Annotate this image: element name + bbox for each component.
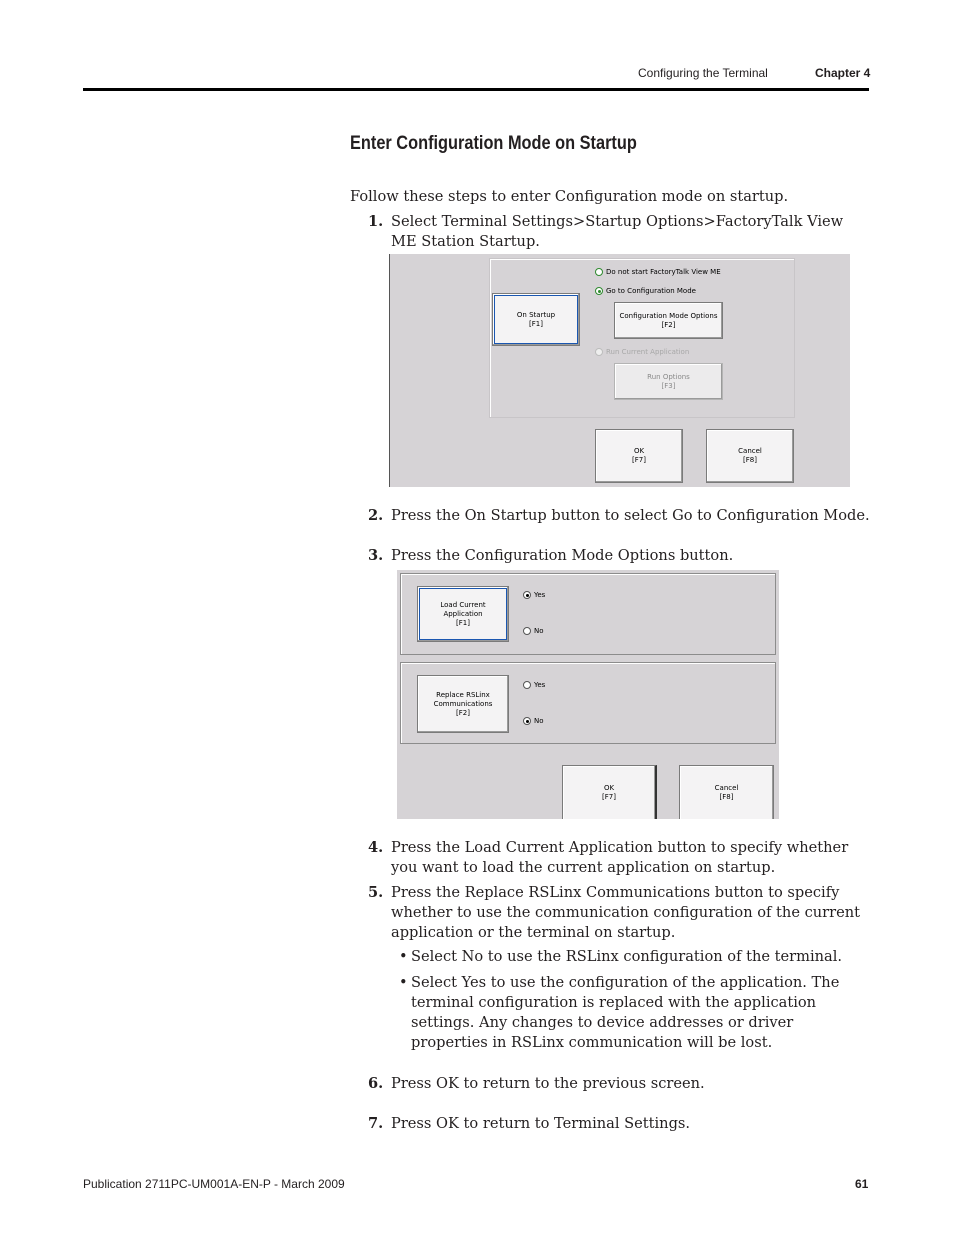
radio-label: No (534, 717, 544, 725)
step-text: Press the Replace RSLinx Communications button to specify whether to use the communication configuration of the current application or the terminal on startup. (391, 884, 861, 941)
step-6 (368, 1074, 870, 1094)
button-key: [F2] (661, 320, 676, 329)
step-text: Press the Configuration Mode Options button. (391, 547, 734, 564)
cancel-button[interactable] (679, 765, 774, 819)
step-number: 5. (368, 884, 384, 901)
button-key: [F2] (456, 708, 470, 717)
button-label: Communications (433, 699, 493, 708)
button-key: [F1] (456, 618, 470, 627)
step-text: Press OK to return to the previous screen. (391, 1075, 705, 1092)
step-number: 7. (368, 1115, 384, 1132)
radio-circle-disabled (595, 348, 603, 356)
section-heading: Enter Configuration Mode on Startup (350, 133, 637, 154)
bullet-text: Select No to use the RSLinx configuration of the terminal. (411, 948, 843, 965)
bullet-dot: • (399, 974, 408, 991)
replace-rslinx-no-radio[interactable] (523, 717, 544, 725)
button-key: [F7] (632, 456, 646, 464)
on-startup-button[interactable] (492, 293, 580, 346)
step-1 (368, 212, 870, 252)
button-label: Load Current (440, 600, 486, 609)
page-number: 61 (855, 1177, 869, 1191)
button-label: Cancel (714, 784, 739, 792)
step-3 (368, 546, 870, 566)
step-4 (368, 838, 870, 878)
bullet-item (399, 973, 871, 1053)
button-label: OK (603, 784, 615, 792)
load-app-no-radio[interactable] (523, 627, 544, 635)
radio-label: Go to Configuration Mode (606, 287, 696, 295)
step-number: 6. (368, 1075, 384, 1092)
radio-do-not-start[interactable] (595, 268, 721, 276)
step-number: 4. (368, 839, 384, 856)
radio-go-to-config-mode[interactable] (595, 287, 696, 295)
header-rule (83, 88, 869, 91)
button-label: Application (443, 609, 483, 618)
step-text: Press OK to return to Terminal Settings. (391, 1115, 691, 1132)
step-2 (368, 506, 870, 526)
step-text: Press the On Startup button to select Go to Configuration Mode. (391, 507, 870, 524)
step-number: 2. (368, 507, 384, 524)
bullet-item (399, 947, 871, 967)
configuration-mode-options-button[interactable] (614, 302, 723, 339)
radio-circle (523, 627, 531, 635)
step-number: 1. (368, 213, 384, 230)
button-key: [F1] (529, 319, 543, 328)
step-5 (368, 883, 870, 943)
button-label: OK (633, 447, 645, 455)
bullet-text: Select Yes to use the configuration of the application. The terminal configuration is replaced with the application settings. Any changes to device addresses or driver properties in RSLinx communication will be lost. (411, 974, 840, 1051)
button-label: Cancel (738, 447, 762, 455)
radio-circle (595, 268, 603, 276)
ok-button[interactable] (562, 765, 657, 819)
intro-paragraph: Follow these steps to enter Configuration mode on startup. (350, 188, 789, 205)
button-key: [F8] (743, 456, 757, 464)
button-label: On Startup (516, 310, 556, 319)
configuration-mode-options-screenshot (397, 570, 779, 819)
radio-circle-selected (523, 717, 531, 725)
radio-label: Do not start FactoryTalk View ME (606, 268, 721, 276)
radio-run-current-application (595, 348, 689, 356)
button-key: [F7] (602, 793, 616, 801)
startup-options-screenshot (389, 254, 850, 487)
ok-button[interactable] (595, 429, 683, 483)
step-number: 3. (368, 547, 384, 564)
load-app-yes-radio[interactable] (523, 591, 545, 599)
footer-publication: Publication 2711PC-UM001A-EN-P - March 2009 (83, 1177, 345, 1191)
radio-circle-selected (595, 287, 603, 295)
step-text: Select Terminal Settings>Startup Options>FactoryTalk View ME Station Startup. (391, 213, 844, 250)
bullet-dot: • (399, 948, 408, 965)
button-label: Run Options (647, 372, 690, 381)
load-current-application-button[interactable] (417, 586, 509, 642)
run-options-button (614, 363, 723, 400)
running-header-section: Configuring the Terminal (638, 66, 768, 80)
radio-label: Run Current Application (606, 348, 690, 356)
radio-label: Yes (534, 591, 546, 599)
radio-circle-selected (523, 591, 531, 599)
radio-label: No (534, 627, 544, 635)
replace-rslinx-communications-button[interactable] (417, 675, 509, 733)
button-label: Configuration Mode Options (619, 311, 718, 320)
cancel-button[interactable] (706, 429, 794, 483)
step-7 (368, 1114, 870, 1134)
running-header-chapter: Chapter 4 (815, 66, 871, 80)
step-text: Press the Load Current Application button to specify whether you want to load the current application on startup. (391, 839, 849, 876)
radio-label: Yes (534, 681, 546, 689)
button-key: [F8] (719, 793, 734, 801)
button-label: Replace RSLinx (436, 690, 490, 699)
replace-rslinx-yes-radio[interactable] (523, 681, 545, 689)
radio-circle (523, 681, 531, 689)
button-key: [F3] (661, 381, 676, 390)
